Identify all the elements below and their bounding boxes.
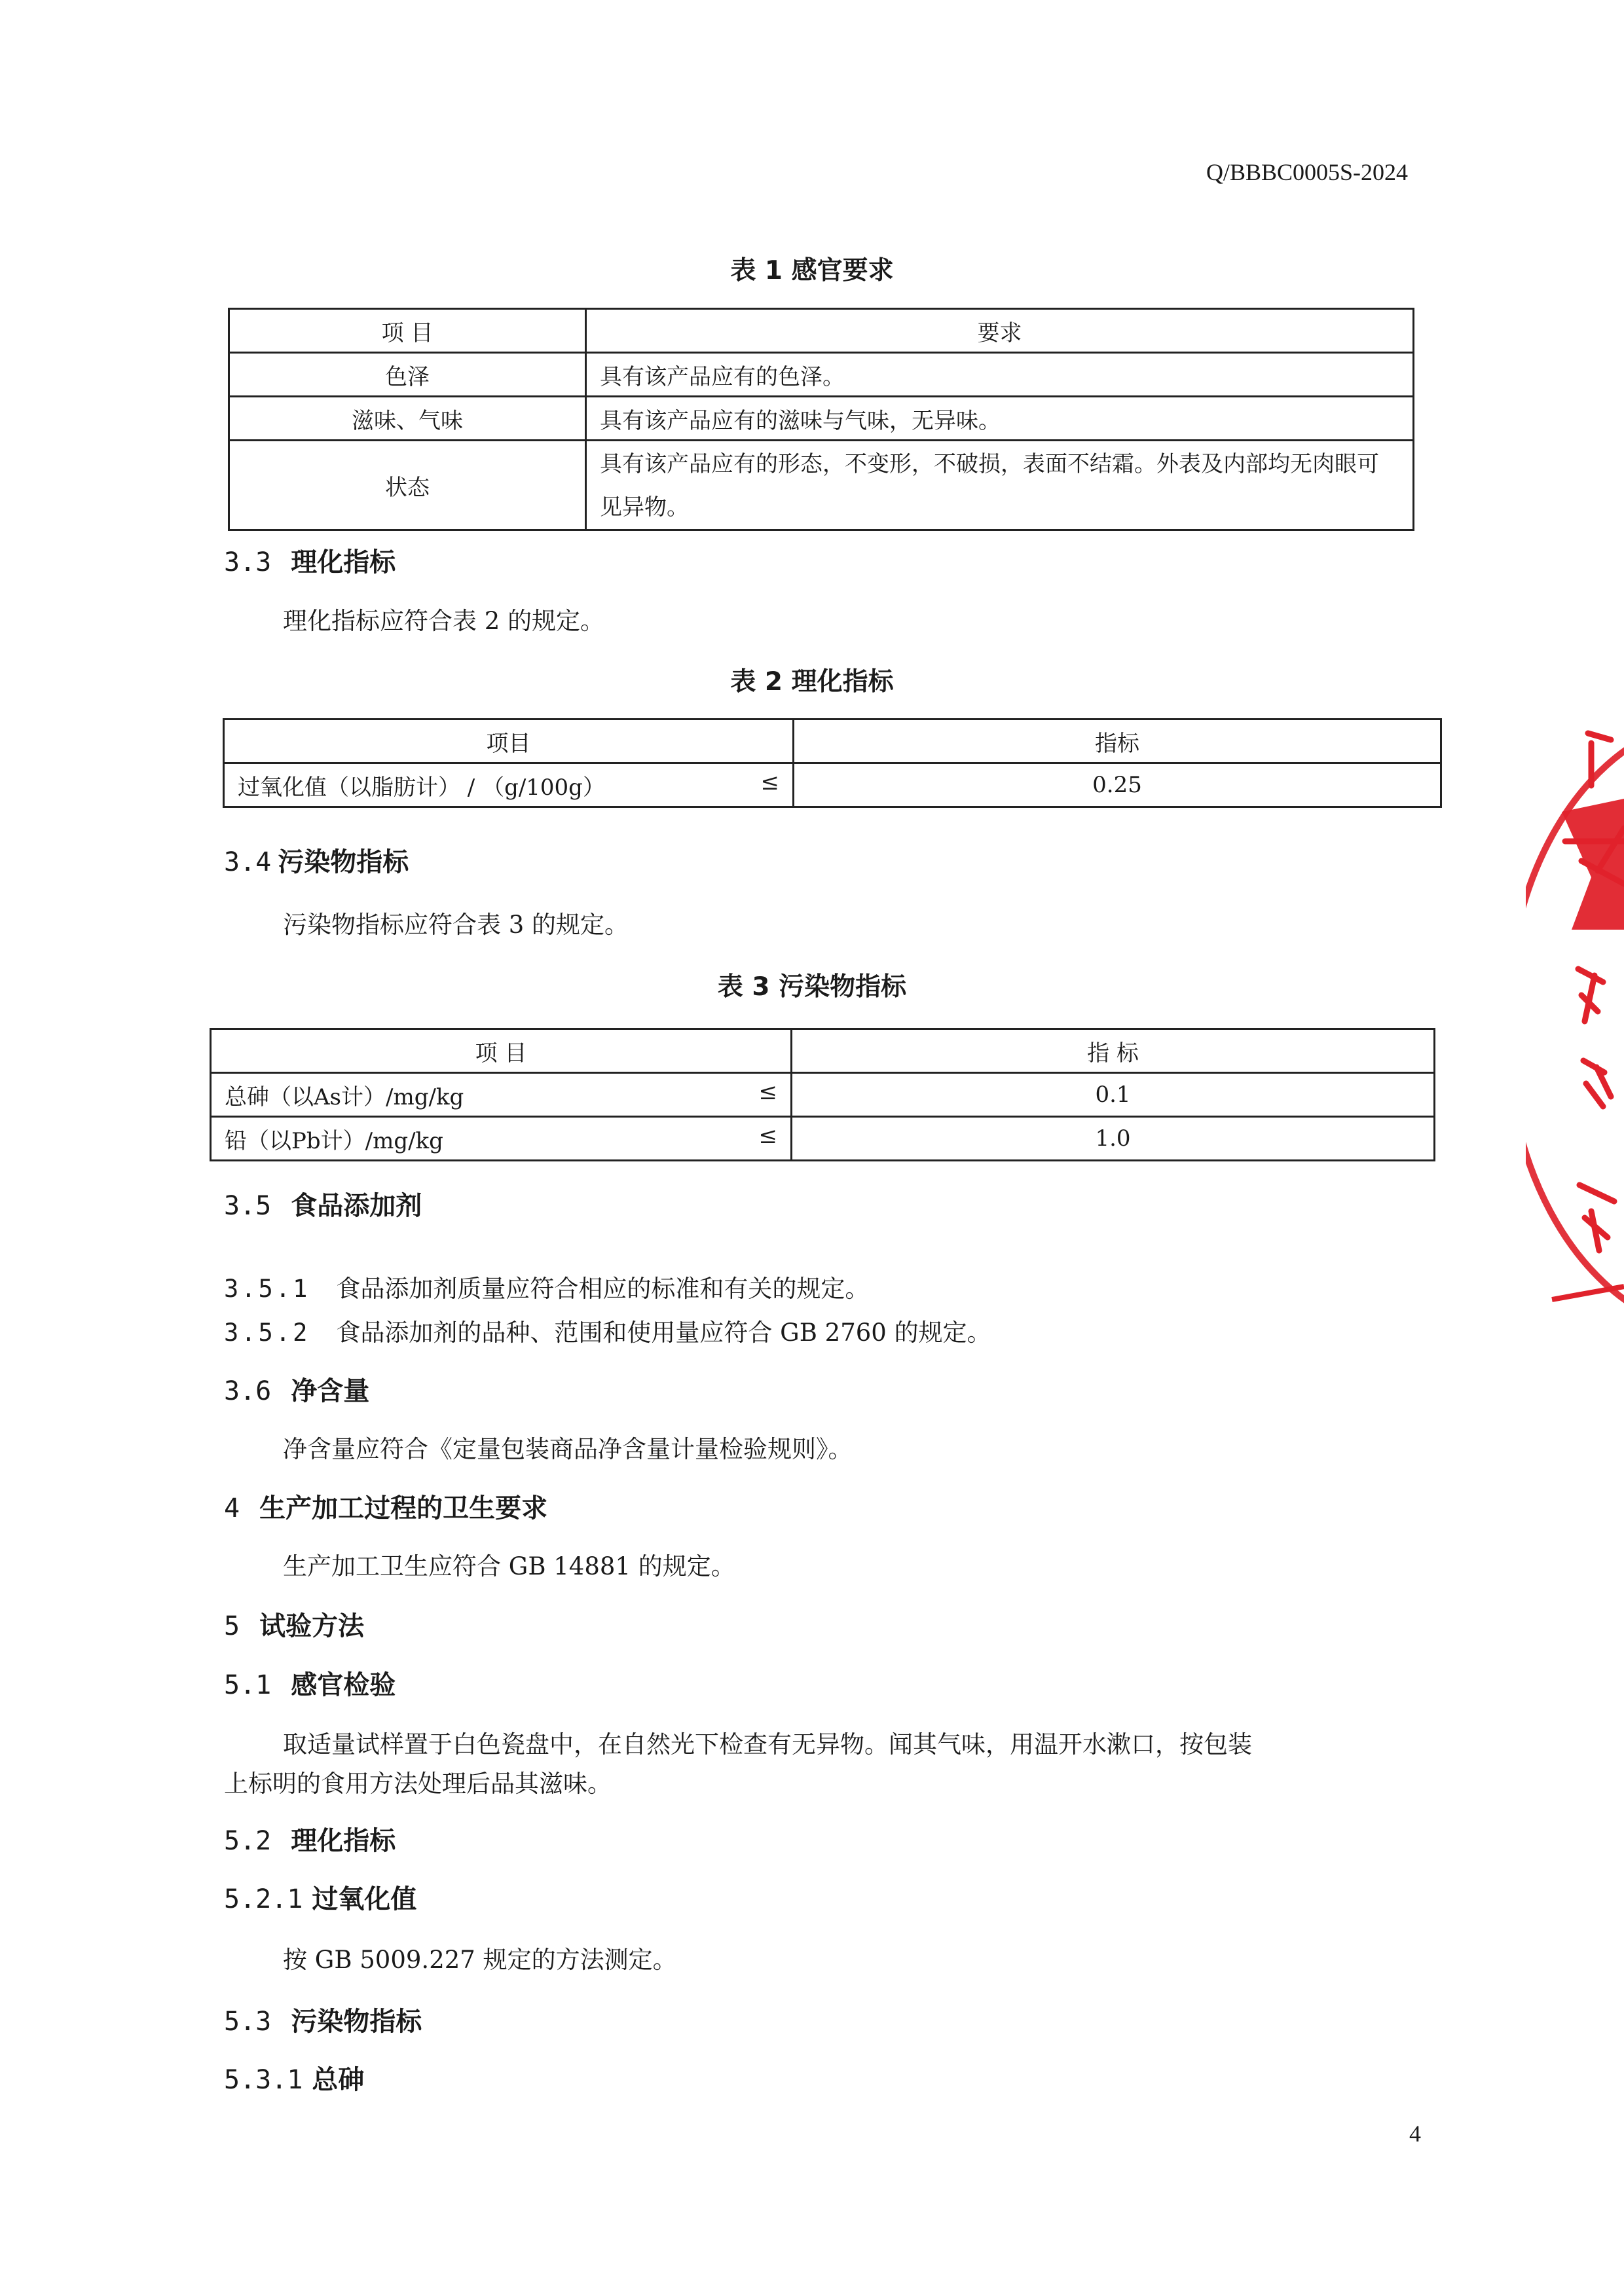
table-header-cell: 项 目 [229,309,586,353]
table-cell: 具有该产品应有的滋味与气味，无异味。 [586,397,1414,441]
table-cell: 状态 [229,441,586,530]
less-equal-sign: ≤ [758,1078,777,1105]
table-cell: 1.0 [792,1117,1435,1161]
table-header-cell: 项 目 [211,1029,792,1073]
section-heading-3-3: 3.3 理化指标 [224,547,396,577]
table-cell: 过氧化值（以脂肪计） / （g/100g） ≤ [224,763,794,807]
table-header-row [229,309,1414,353]
table-row [229,353,1414,397]
table-cell: 具有该产品应有的形态，不变形，不破损，表面不结霜。外表及内部均无肉眼可见异物。 [586,441,1414,530]
paragraph: 净含量应符合《定量包装商品净含量计量检验规则》。 [283,1435,853,1463]
table3-caption: 表 3 污染物指标 [717,972,907,1002]
table-row [211,1117,1435,1161]
section-heading-5-2-1: 5.2.1 过氧化值 [224,1884,417,1914]
section-heading-4: 4 生产加工过程的卫生要求 [224,1493,548,1523]
table-cell: 铅（以Pb计）/mg/kg ≤ [211,1117,792,1161]
paragraph: 污染物指标应符合表 3 的规定。 [283,911,629,939]
less-equal-sign: ≤ [758,1122,777,1149]
table-cell: 色泽 [229,353,586,397]
section-heading-5-1: 5.1 感官检验 [224,1670,396,1700]
section-heading-5-3-1: 5.3.1 总砷 [224,2065,365,2095]
table-row [229,397,1414,441]
paragraph: 理化指标应符合表 2 的规定。 [283,607,605,635]
less-equal-sign: ≤ [760,769,779,795]
section-heading-5-3: 5.3 污染物指标 [224,2007,422,2037]
table-row [229,441,1414,530]
paragraph-line: 取适量试样置于白色瓷盘中，在自然光下检查有无异物。闻其气味，用温开水漱口，按包装 [283,1730,1252,1758]
table3-contaminants [210,1028,1435,1161]
company-seal-stamp [1526,714,1624,1342]
table-header-cell: 指 标 [792,1029,1435,1073]
section-heading-3-4: 3.4 污染物指标 [224,847,409,877]
table-cell: 0.25 [794,763,1441,807]
table-header-row [211,1029,1435,1073]
section-heading-5: 5 试验方法 [224,1611,365,1641]
table-row [224,763,1441,807]
paragraph: 按 GB 5009.227 规定的方法测定。 [283,1946,677,1974]
clause-3-5-2: 3.5.2 食品添加剂的品种、范围和使用量应符合 GB 2760 的规定。 [224,1319,991,1347]
table-row [211,1073,1435,1117]
table-cell: 滋味、气味 [229,397,586,441]
page-number: 4 [1409,2121,1421,2147]
table1-sensory-requirements [228,308,1414,531]
table2-caption: 表 2 理化指标 [730,667,894,697]
table-header-cell: 要求 [586,309,1414,353]
table1-caption: 表 1 感官要求 [730,256,894,285]
table-header-row [224,720,1441,763]
table2-physicochemical [223,718,1442,808]
section-heading-5-2: 5.2 理化指标 [224,1826,396,1856]
section-heading-3-6: 3.6 净含量 [224,1376,370,1406]
clause-3-5-1: 3.5.1 食品添加剂质量应符合相应的标准和有关的规定。 [224,1275,870,1303]
table-header-cell: 项目 [224,720,794,763]
table-cell: 0.1 [792,1073,1435,1117]
table-header-cell: 指标 [794,720,1441,763]
document-code: Q/BBBC0005S-2024 [1206,159,1408,185]
table-cell: 具有该产品应有的色泽。 [586,353,1414,397]
section-heading-3-5: 3.5 食品添加剂 [224,1191,422,1221]
paragraph: 生产加工卫生应符合 GB 14881 的规定。 [283,1552,735,1580]
paragraph-line: 上标明的食用方法处理后品其滋味。 [224,1770,612,1798]
table-cell: 总砷（以As计）/mg/kg ≤ [211,1073,792,1117]
